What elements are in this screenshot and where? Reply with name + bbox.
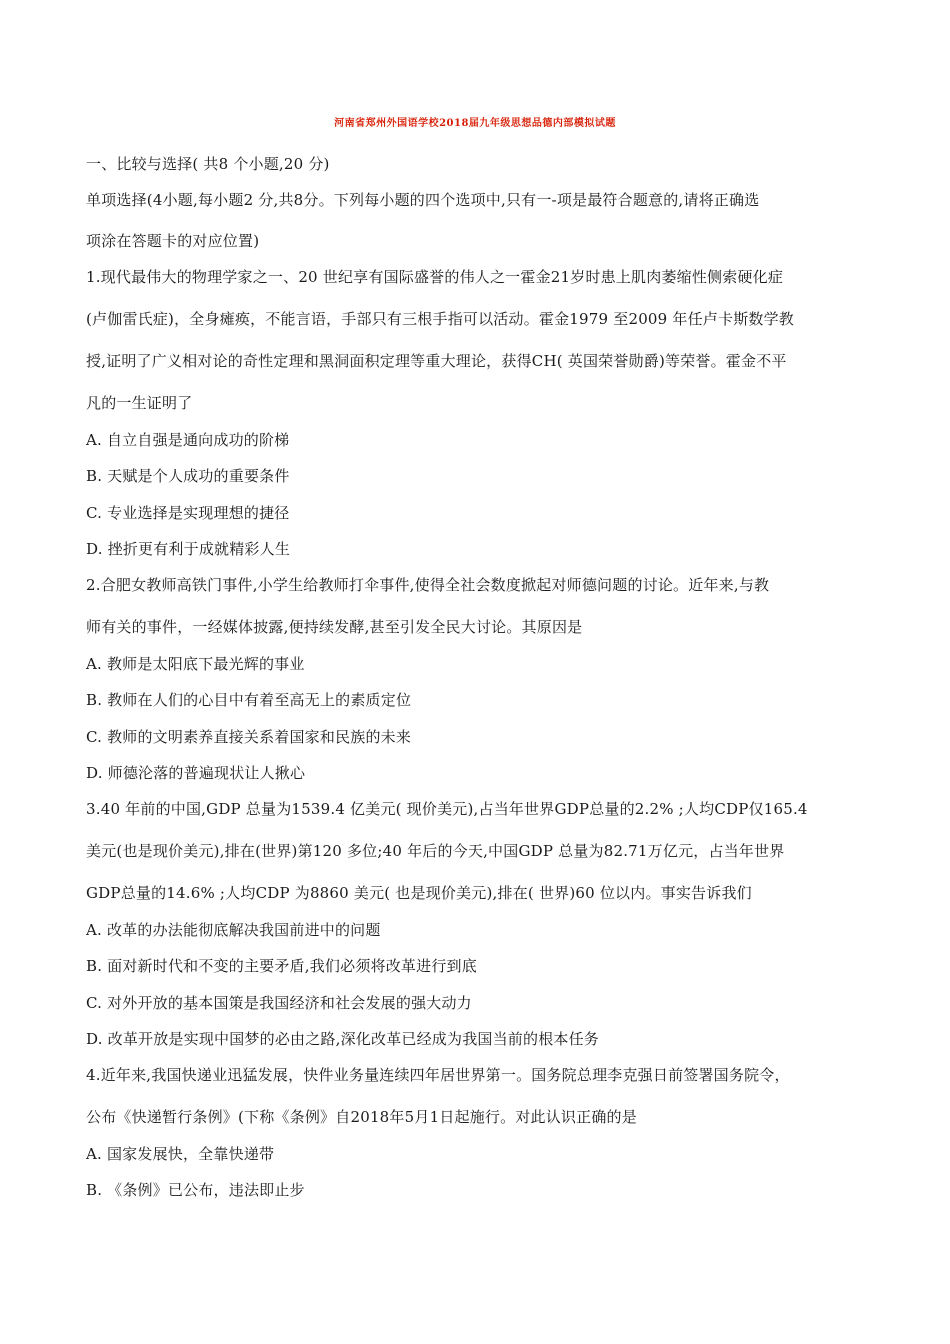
question-2-stem-line: 2.合肥女教师高铁门事件,小学生给教师打伞事件,使得全社会数度掀起对师德问题的讨论。近年来,与教 bbox=[86, 576, 770, 594]
question-3-option-b: B. 面对新时代和不变的主要矛盾,我们必须将改革进行到底 bbox=[86, 957, 477, 975]
question-3-option-c: C. 对外开放的基本国策是我国经济和社会发展的强大动力 bbox=[86, 994, 472, 1012]
question-1-stem-line: 凡的一生证明了 bbox=[86, 394, 193, 412]
question-4-stem-line: 公布《快递暂行条例》(下称《条例》自2018年5月1日起施行。对此认识正确的是 bbox=[86, 1108, 637, 1126]
section-heading: 一、比较与选择( 共8 个小题,20 分) bbox=[86, 155, 330, 173]
question-4-stem-line: 4.近年来,我国快递业迅猛发展，快件业务量连续四年居世界第一。国务院总理李克强日前签署国务院令， bbox=[86, 1066, 790, 1084]
question-3-option-a: A. 改革的办法能彻底解决我国前进中的问题 bbox=[86, 921, 381, 939]
question-3-stem-line: 3.40 年前的中国,GDP 总量为1539.4 亿美元( 现价美元),占当年世界GDP总量的2.2% ;人均CDP仅165.4 bbox=[86, 800, 808, 818]
question-4-option-b: B. 《条例》已公布，违法即止步 bbox=[86, 1181, 305, 1199]
question-1-option-a: A. 自立自强是通向成功的阶梯 bbox=[86, 431, 290, 449]
question-2-stem-line: 师有关的事件，一经媒体披露,便持续发酵,甚至引发全民大讨论。其原因是 bbox=[86, 618, 583, 636]
question-3-stem-line: GDP总量的14.6% ;人均CDP 为8860 美元( 也是现价美元),排在( 世界)60 位以内。事实告诉我们 bbox=[86, 884, 752, 902]
question-2-option-a: A. 教师是太阳底下最光辉的事业 bbox=[86, 655, 305, 673]
question-2-option-b: B. 教师在人们的心目中有着至高无上的素质定位 bbox=[86, 691, 412, 709]
question-1-option-d: D. 挫折更有利于成就精彩人生 bbox=[86, 540, 291, 558]
question-2-option-c: C. 教师的文明素养直接关系着国家和民族的未来 bbox=[86, 728, 412, 746]
question-1-stem-line: 1.现代最伟大的物理学家之一、20 世纪享有国际盛誉的伟人之一霍金21岁时患上肌肉萎缩性侧索硬化症 bbox=[86, 268, 784, 286]
section-instruction: 单项选择(4小题,每小题2 分,共8分。下列每小题的四个选项中,只有一-项是最符合题意的,请将正确选 bbox=[86, 191, 760, 209]
question-1-stem-line: 授,证明了广义相对论的奇性定理和黑洞面积定理等重大理论，获得CH( 英国荣誉勋爵)等荣誉。霍金不平 bbox=[86, 352, 787, 370]
question-3-option-d: D. 改革开放是实现中国梦的必由之路,深化改革已经成为我国当前的根本任务 bbox=[86, 1030, 599, 1048]
question-1-option-b: B. 天赋是个人成功的重要条件 bbox=[86, 467, 290, 485]
question-2-option-d: D. 师德沦落的普遍现状让人揪心 bbox=[86, 764, 306, 782]
section-instruction-continued: 项涂在答题卡的对应位置) bbox=[86, 232, 260, 250]
question-4-option-a: A. 国家发展快，全靠快递带 bbox=[86, 1145, 275, 1163]
question-3-stem-line: 美元(也是现价美元),排在(世界)第120 多位;40 年后的今天,中国GDP 总量为82.71万亿元，占当年世界 bbox=[86, 842, 785, 860]
question-1-option-c: C. 专业选择是实现理想的捷径 bbox=[86, 504, 290, 522]
question-1-stem-line: (卢伽雷氏症)，全身瘫痪，不能言语，手部只有三根手指可以活动。霍金1979 至2009 年任卢卡斯数学教 bbox=[86, 310, 794, 328]
page-title: 河南省郑州外国语学校2018届九年级思想品德内部模拟试题 bbox=[334, 118, 616, 129]
